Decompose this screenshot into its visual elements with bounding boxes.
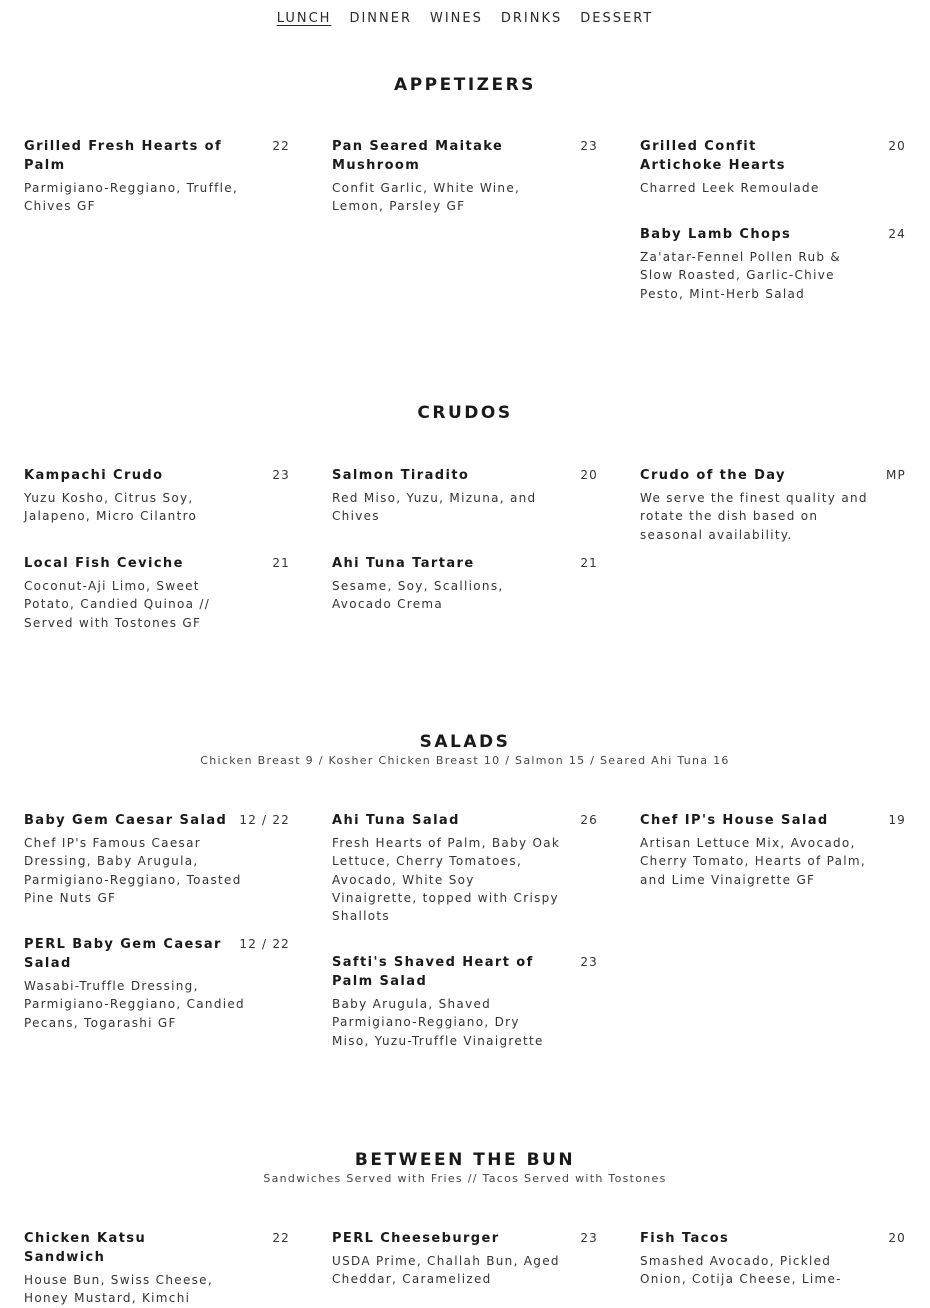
item-name: Baby Lamb Chops [640, 227, 792, 242]
item-description: Sesame, Soy, Scallions, Avocado Crema [332, 579, 504, 612]
item-price: 23 [580, 139, 598, 153]
tab-wines[interactable]: WINES [429, 11, 483, 26]
section-title-crudos: CRUDOS [417, 403, 513, 423]
item-name: Grilled Confit Artichoke Hearts [640, 139, 786, 173]
item-name: Baby Gem Caesar Salad [24, 813, 228, 828]
menu-item [24, 935, 290, 1032]
item-description: House Bun, Swiss Cheese, Honey Mustard, Kimchi [24, 1273, 213, 1306]
item-price: 12 / 22 [239, 813, 290, 827]
menu-item [332, 466, 598, 526]
item-price: 23 [272, 468, 290, 482]
menu-item [24, 554, 290, 632]
item-description: We serve the finest quality and rotate the dish based on seasonal availability. [640, 491, 868, 542]
item-price: 21 [580, 556, 598, 570]
item-name: PERL Cheeseburger [332, 1231, 500, 1246]
item-description: Fresh Hearts of Palm, Baby Oak Lettuce, Cherry Tomatoes, Avocado, White Soy Vinaigrette, topped with Crispy Shallots [332, 836, 561, 924]
tab-dessert[interactable]: DESSERT [580, 11, 654, 26]
item-price: 20 [580, 468, 598, 482]
menu-item [332, 554, 598, 614]
item-name: Ahi Tuna Salad [332, 813, 460, 828]
item-name: Chef IP's House Salad [640, 813, 829, 828]
section-subtitle-salads: Chicken Breast 9 / Kosher Chicken Breast 10 / Salmon 15 / Seared Ahi Tuna 16 [200, 754, 730, 767]
section-subtitle-between-the-bun: Sandwiches Served with Fries // Tacos Served with Tostones [263, 1172, 667, 1185]
item-price: 12 / 22 [239, 937, 290, 951]
section-title-salads: SALADS [419, 732, 511, 752]
menu-item [24, 137, 290, 216]
item-description: Baby Arugula, Shaved Parmigiano-Reggiano, Dry Miso, Yuzu-Truffle Vinaigrette [332, 997, 544, 1048]
item-price: 23 [580, 1231, 598, 1245]
menu-item [640, 1229, 906, 1289]
tab-drinks[interactable]: DRINKS [500, 11, 563, 26]
menu-item [24, 466, 290, 526]
item-name: Chicken Katsu Sandwich [24, 1231, 147, 1265]
item-description: Red Miso, Yuzu, Mizuna, and Chives [332, 491, 537, 524]
menu-item [640, 225, 906, 303]
menu-item [24, 811, 290, 907]
menu-item [332, 1229, 598, 1289]
item-description: Charred Leek Remoulade [640, 181, 820, 195]
item-price: 21 [272, 556, 290, 570]
item-description: Artisan Lettuce Mix, Avocado, Cherry Tomato, Hearts of Palm, and Lime Vinaigrette GF [640, 836, 867, 887]
item-name: Kampachi Crudo [24, 468, 164, 483]
item-price: 22 [272, 1231, 290, 1245]
item-name: Crudo of the Day [640, 468, 786, 483]
item-description: Coconut-Aji Limo, Sweet Potato, Candied Quinoa // Served with Tostones GF [24, 579, 211, 630]
item-price: 19 [888, 813, 906, 827]
item-name: Ahi Tuna Tartare [332, 556, 475, 571]
item-price: 20 [888, 1231, 906, 1245]
item-description: USDA Prime, Challah Bun, Aged Cheddar, Caramelized [332, 1254, 560, 1287]
section-title-appetizers: APPETIZERS [394, 75, 536, 95]
menu-item [332, 953, 598, 1050]
item-description: Confit Garlic, White Wine, Lemon, Parsley GF [332, 181, 521, 214]
item-price: 20 [888, 139, 906, 153]
tab-dinner[interactable]: DINNER [349, 11, 412, 26]
item-description: Chef IP's Famous Caesar Dressing, Baby Arugula, Parmigiano-Reggiano, Toasted Pine Nuts GF [24, 836, 242, 905]
item-description: Parmigiano-Reggiano, Truffle, Chives GF [24, 181, 239, 214]
item-name: Local Fish Ceviche [24, 556, 184, 571]
item-name: Salmon Tiradito [332, 468, 470, 483]
menu-item [640, 811, 906, 889]
menu-item [24, 1229, 290, 1308]
section-title-between-the-bun: BETWEEN THE BUN [354, 1150, 576, 1170]
item-price: 23 [580, 955, 598, 969]
tab-lunch[interactable]: LUNCH [276, 11, 332, 26]
item-price: MP [886, 468, 906, 482]
item-price: 24 [888, 227, 906, 241]
item-name: Fish Tacos [640, 1231, 730, 1246]
menu-item [332, 137, 598, 216]
menu-nav [0, 10, 930, 28]
item-name: PERL Baby Gem Caesar Salad [24, 937, 222, 971]
menu-item [640, 137, 906, 197]
item-description: Smashed Avocado, Pickled Onion, Cotija Cheese, Lime- [640, 1254, 842, 1287]
menu-item [332, 811, 598, 925]
item-description: Za'atar-Fennel Pollen Rub & Slow Roasted, Garlic-Chive Pesto, Mint-Herb Salad [640, 250, 842, 301]
item-description: Yuzu Kosho, Citrus Soy, Jalapeno, Micro Cilantro [24, 491, 198, 524]
item-description: Wasabi-Truffle Dressing, Parmigiano-Reggiano, Candied Pecans, Togarashi GF [24, 979, 245, 1030]
item-price: 26 [580, 813, 598, 827]
menu-item [640, 466, 906, 544]
item-name: Pan Seared Maitake Mushroom [332, 139, 504, 173]
item-name: Safti's Shaved Heart of Palm Salad [332, 955, 534, 989]
item-name: Grilled Fresh Hearts of Palm [24, 139, 223, 173]
item-price: 22 [272, 139, 290, 153]
